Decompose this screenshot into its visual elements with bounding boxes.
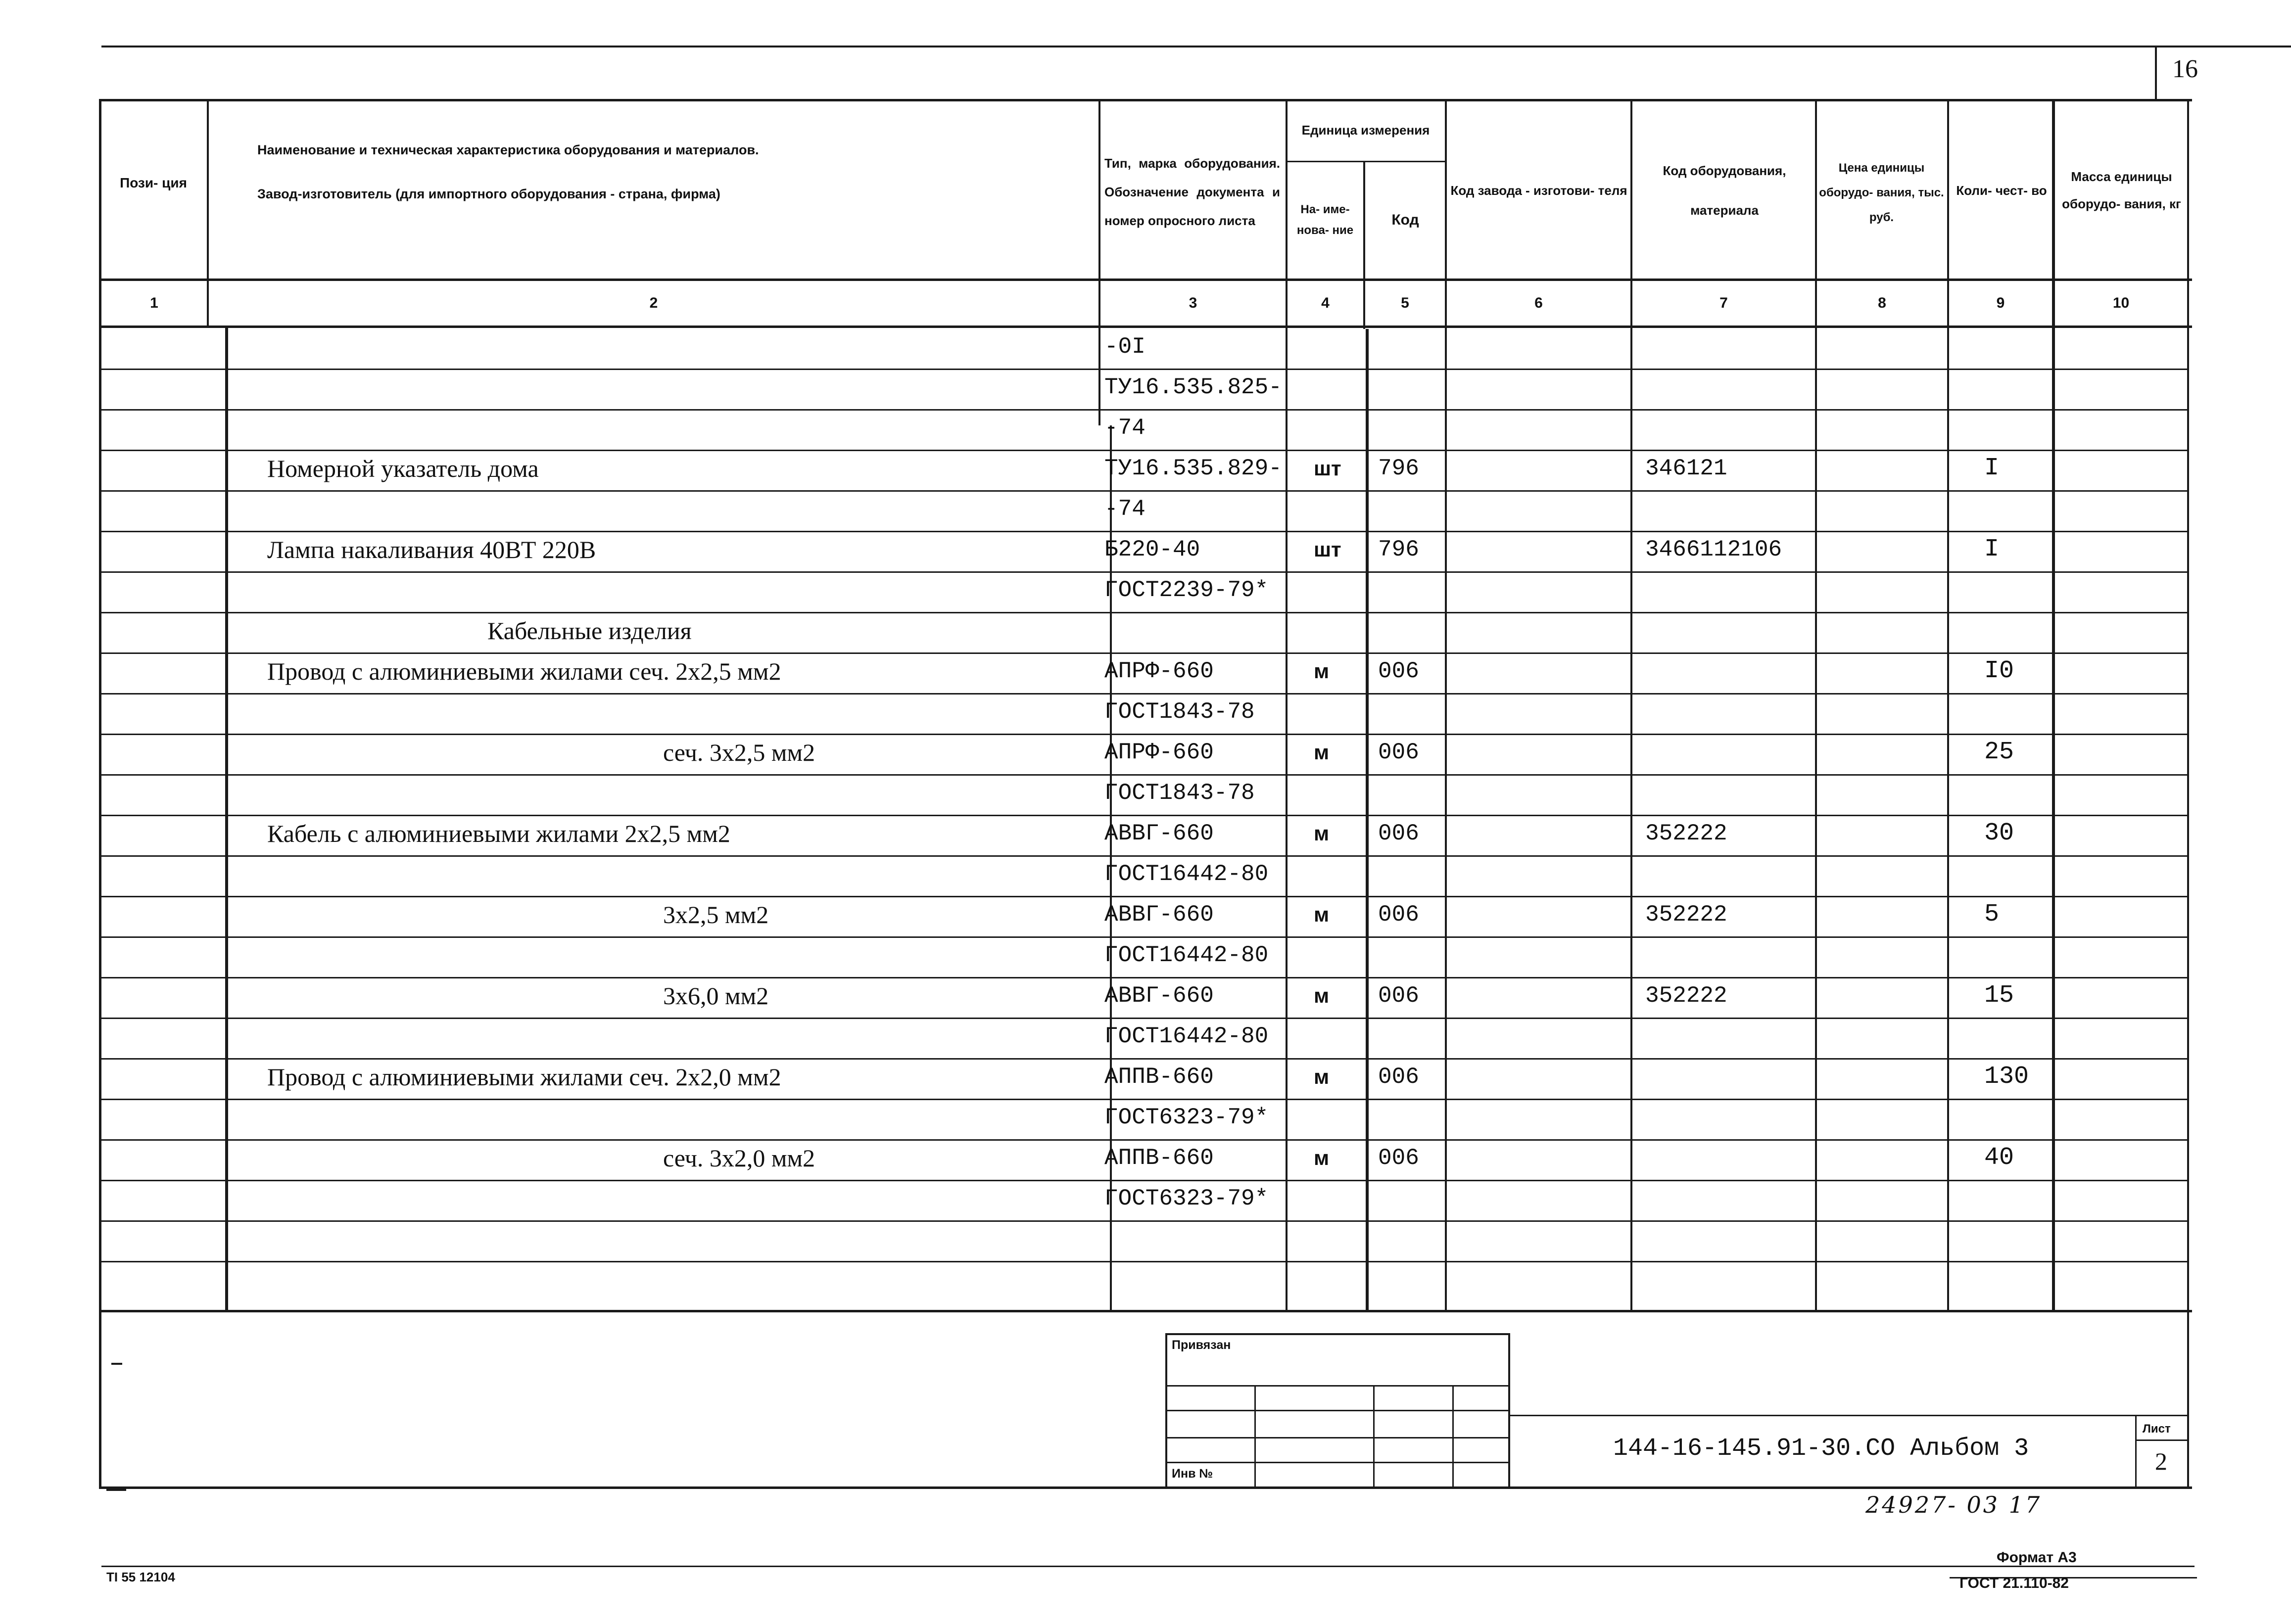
sheet-number: 2: [2155, 1447, 2167, 1475]
item-type: АВВГ-660: [1104, 902, 1214, 928]
item-type: АПРФ-660: [1104, 658, 1214, 684]
item-type: АППВ-660: [1104, 1145, 1214, 1171]
item-type: ГОСТ1843-78: [1104, 780, 1255, 806]
item-material-code: 352222: [1645, 902, 1727, 928]
header-unit-code: Код: [1391, 212, 1419, 228]
row-rule: [101, 571, 2187, 573]
row-rule: [101, 1261, 2187, 1262]
item-name: сеч. 3х2,0 мм2: [663, 1144, 815, 1172]
header-type: Тип, марка оборудования. Обозначение документа и номер опросного листа: [1104, 156, 1280, 228]
item-name: сеч. 3х2,5 мм2: [663, 739, 815, 766]
item-quantity: 25: [1984, 738, 2014, 766]
item-unit-code: 006: [1378, 902, 1419, 928]
row-rule: [101, 774, 2187, 776]
row-rule: [101, 369, 2187, 370]
row-rule: [101, 1099, 2187, 1100]
row-rule: [101, 531, 2187, 532]
item-type: ГОСТ6323-79*: [1104, 1105, 1269, 1130]
item-quantity: I0: [1984, 657, 2014, 685]
colnum-2: 2: [649, 295, 658, 311]
row-rule: [101, 936, 2187, 938]
colnum-9: 9: [1996, 295, 2005, 311]
colnum-8: 8: [1878, 295, 1886, 311]
item-quantity: 5: [1984, 900, 2000, 928]
item-quantity: I: [1984, 454, 2000, 482]
colnum-6: 6: [1534, 295, 1543, 311]
header-name-line1: Наименование и техническая характеристика оборудования и материалов.: [257, 142, 759, 157]
item-quantity: 30: [1984, 819, 2014, 847]
item-material-code: 3466112106: [1645, 537, 1782, 562]
row-rule: [101, 896, 2187, 897]
item-unit-code: 006: [1378, 821, 1419, 846]
item-type: АППВ-660: [1104, 1064, 1214, 1090]
item-type: -0I: [1104, 334, 1146, 360]
item-type: ГОСТ16442-80: [1104, 942, 1269, 968]
item-unit-code: 006: [1378, 1064, 1419, 1090]
colnum-3: 3: [1189, 295, 1197, 311]
row-rule: [101, 1220, 2187, 1222]
row-rule: [101, 490, 2187, 492]
row-rule: [101, 1058, 2187, 1060]
header-material-code: Код оборудования, материала: [1663, 163, 1786, 218]
header-name: [257, 142, 1074, 202]
header-unit-name: На- име- нова- ние: [1296, 203, 1354, 237]
item-quantity: 40: [1984, 1144, 2014, 1172]
item-type: ТУ16.535.829-: [1104, 456, 1282, 481]
item-type: ГОСТ1843-78: [1104, 699, 1255, 725]
item-type: АВВГ-660: [1104, 983, 1214, 1009]
header-quantity: Коли- чест- во: [1956, 183, 2047, 198]
margin-tick: [106, 1489, 126, 1491]
item-quantity: 130: [1984, 1063, 2029, 1091]
colnum-7: 7: [1719, 295, 1728, 311]
item-quantity: 15: [1984, 981, 2014, 1010]
item-name: Провод с алюминиевыми жилами сеч. 2х2,0 мм2: [267, 1063, 781, 1091]
sheet-label: Лист: [2143, 1422, 2171, 1436]
item-type: АВВГ-660: [1104, 821, 1214, 846]
stamp-privyazan: Привязан: [1172, 1338, 1231, 1352]
row-rule: [101, 977, 2187, 978]
left-code: TI 55 12104: [106, 1570, 175, 1584]
header-price: Цена единицы оборудо- вания, тыс. руб.: [1819, 161, 1944, 224]
row-rule: [101, 450, 2187, 451]
row-rule: [101, 409, 2187, 411]
item-unit-code: 006: [1378, 740, 1419, 765]
item-material-code: 352222: [1645, 983, 1727, 1009]
item-name: Номерной указатель дома: [267, 455, 539, 482]
item-type: ГОСТ6323-79*: [1104, 1186, 1269, 1211]
item-name: Провод с алюминиевыми жилами сеч. 2х2,5 мм2: [267, 657, 781, 685]
item-unit: м: [1314, 659, 1330, 683]
row-rule: [101, 734, 2187, 735]
item-name: Кабельные изделия: [487, 617, 692, 645]
row-rule: [101, 1018, 2187, 1019]
header-unit: Единица измерения: [1301, 122, 1430, 138]
row-rule: [101, 815, 2187, 816]
format-label: Формат А3: [1997, 1549, 2077, 1566]
item-name: Кабель с алюминиевыми жилами 2х2,5 мм2: [267, 820, 730, 847]
item-unit: шт: [1314, 538, 1341, 561]
item-unit-code: 006: [1378, 1145, 1419, 1171]
item-material-code: 352222: [1645, 821, 1727, 846]
row-rule: [101, 652, 2187, 654]
row-rule: [101, 693, 2187, 695]
sheet-corner-number: 16: [2172, 55, 2198, 83]
header-mass: Масса единицы оборудо- вания, кг: [2062, 169, 2181, 211]
item-unit-code: 006: [1378, 658, 1419, 684]
colnum-1: 1: [150, 295, 158, 311]
item-name: 3х6,0 мм2: [663, 982, 769, 1010]
item-name: 3х2,5 мм2: [663, 901, 769, 928]
item-unit: м: [1314, 984, 1330, 1007]
item-type: ГОСТ2239-79*: [1104, 577, 1269, 603]
item-unit-code: 796: [1378, 537, 1419, 562]
item-type: ТУ16.535.825-: [1104, 374, 1282, 400]
item-type: ГОСТ16442-80: [1104, 861, 1269, 887]
item-type: АПРФ-660: [1104, 740, 1214, 765]
colnum-5: 5: [1401, 295, 1409, 311]
item-quantity: I: [1984, 535, 2000, 563]
item-unit: м: [1314, 822, 1330, 845]
item-name: Лампа накаливания 40ВТ 220В: [267, 536, 596, 563]
item-type: -74: [1104, 415, 1146, 441]
item-unit: м: [1314, 1146, 1330, 1169]
item-unit: м: [1314, 741, 1330, 764]
gost-label: ГОСТ 21.110-82: [1959, 1575, 2069, 1591]
item-unit-code: 796: [1378, 456, 1419, 481]
row-rule: [101, 1180, 2187, 1181]
item-unit: шт: [1314, 457, 1341, 480]
colnum-10: 10: [2112, 295, 2130, 311]
header-name-line2: Завод-изготовитель (для импортного оборудования - страна, фирма): [257, 186, 720, 201]
item-type: Б220-40: [1104, 537, 1200, 562]
stamp-inv-no: Инв №: [1172, 1467, 1213, 1481]
item-unit: м: [1314, 903, 1330, 926]
item-material-code: 346121: [1645, 456, 1727, 481]
item-type: ГОСТ16442-80: [1104, 1023, 1269, 1049]
handwritten-number: 24927- 03 17: [1865, 1491, 2042, 1518]
document-designation: 144-16-145.91-30.CO Альбом 3: [1613, 1435, 2029, 1463]
item-unit: м: [1314, 1065, 1330, 1088]
footer-rule: [101, 1566, 2195, 1567]
header-factory-code: Код завода - изготови- теля: [1450, 183, 1627, 198]
margin-tick: [111, 1363, 122, 1365]
colnum-4: 4: [1321, 295, 1330, 311]
row-rule: [101, 612, 2187, 613]
item-unit-code: 006: [1378, 983, 1419, 1009]
item-type: -74: [1104, 496, 1146, 522]
row-rule: [101, 855, 2187, 857]
row-rule: [101, 1139, 2187, 1141]
header-position: Пози- ция: [120, 175, 187, 190]
